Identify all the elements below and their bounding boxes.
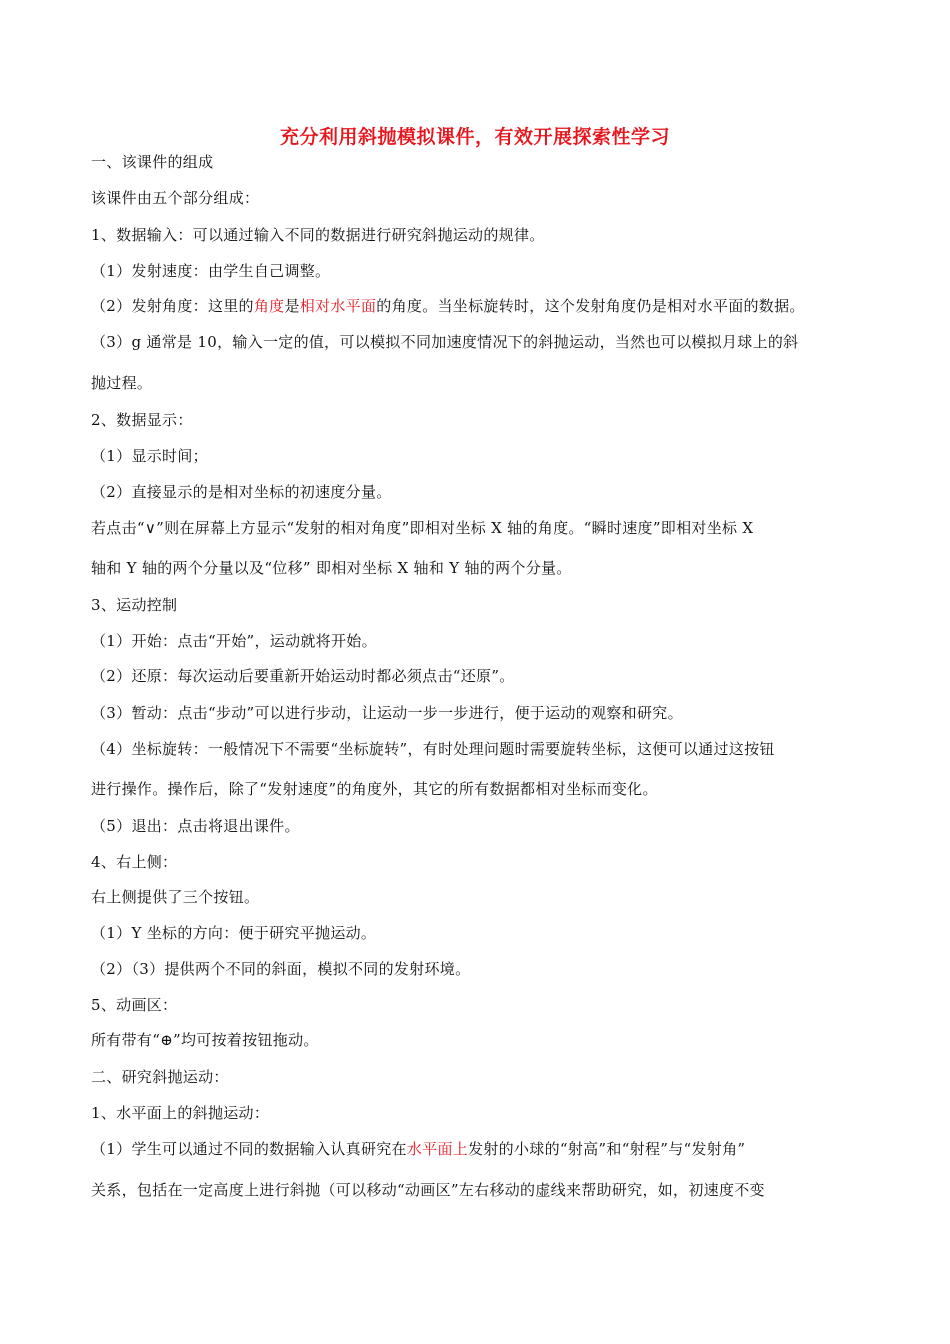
list-item: （2）还原：每次运动后要重新开始运动时都必须点击“还原”。 [91,667,515,685]
paragraph-line: 该课件由五个部分组成： [91,189,260,207]
highlight-relative-horizontal: 相对水平面 [299,297,377,315]
list-item: （3）暂动：点击“步动”可以进行步动，让运动一步一步进行，便于运动的观察和研究。 [91,704,683,722]
section-heading-composition: 一、该课件的组成 [91,153,214,171]
list-item-horizontal-plane [91,1138,871,1160]
list-item-launch-angle [91,295,871,317]
document-title: 充分利用斜抛模拟课件，有效开展探索性学习 [279,126,670,148]
highlight-horizontal-plane: 水平面上 [406,1140,469,1158]
paragraph-line: 进行操作。操作后，除了“发射速度”的角度外，其它的所有数据都相对坐标而变化。 [91,780,658,798]
paragraph-line: 抛过程。 [91,374,153,392]
paragraph-line: 若点击“∨”则在屏幕上方显示“发射的相对角度”即相对坐标 X 轴的角度。“瞬时速度”即相对坐标 X [91,519,754,537]
list-item: （2）（3）提供两个不同的斜面，模拟不同的发射环境。 [91,960,471,978]
list-item: （1）Y 坐标的方向：便于研究平抛运动。 [91,924,377,942]
subsection-upper-right: 4、右上侧： [91,853,178,871]
list-item: （2）直接显示的是相对坐标的初速度分量。 [91,483,392,501]
subsection-horizontal-projectile: 1、水平面上的斜抛运动： [91,1104,270,1122]
paragraph-line: 关系，包括在一定高度上进行斜抛（可以移动“动画区”左右移动的虚线来帮助研究，如，初速度不变 [91,1181,765,1199]
list-item: （1）发射速度：由学生自己调整。 [91,262,331,280]
list-item: （1）显示时间； [91,447,208,465]
section-heading-research: 二、研究斜抛运动： [91,1068,229,1086]
list-item: （1）开始：点击“开始”，运动就将开始。 [91,632,377,650]
highlight-angle: 角度 [253,297,285,315]
text-segment: （1）学生可以通过不同的数据输入认真研究在 [91,1140,407,1158]
list-item: （5）退出：点击将退出课件。 [91,817,300,835]
list-item: （3）g 通常是 10，输入一定的值，可以模拟不同加速度情况下的斜抛运动，当然也可以模拟月球上的斜 [91,333,799,351]
text-segment: （2）发射角度：这里的 [91,297,254,315]
subsection-data-input: 1、数据输入：可以通过输入不同的数据进行研究斜抛运动的规律。 [91,226,545,244]
text-segment: 是 [284,297,300,315]
paragraph-line: 右上侧提供了三个按钮。 [91,888,260,906]
subsection-motion-control: 3、运动控制 [91,596,178,614]
paragraph-line: 所有带有“⊕”均可按着按钮拖动。 [91,1031,319,1049]
list-item: （4）坐标旋转：一般情况下不需要“坐标旋转”，有时处理问题时需要旋转坐标，这便可以通过这按钮 [91,740,775,758]
subsection-animation-area: 5、动画区： [91,996,178,1014]
text-segment: 发射的小球的“射高”和“射程”与“发射角” [468,1140,746,1158]
paragraph-line: 轴和 Y 轴的两个分量以及“位移” 即相对坐标 X 轴和 Y 轴的两个分量。 [91,559,572,577]
subsection-data-display: 2、数据显示： [91,411,193,429]
text-segment: 的角度。当坐标旋转时，这个发射角度仍是相对水平面的数据。 [376,297,805,315]
